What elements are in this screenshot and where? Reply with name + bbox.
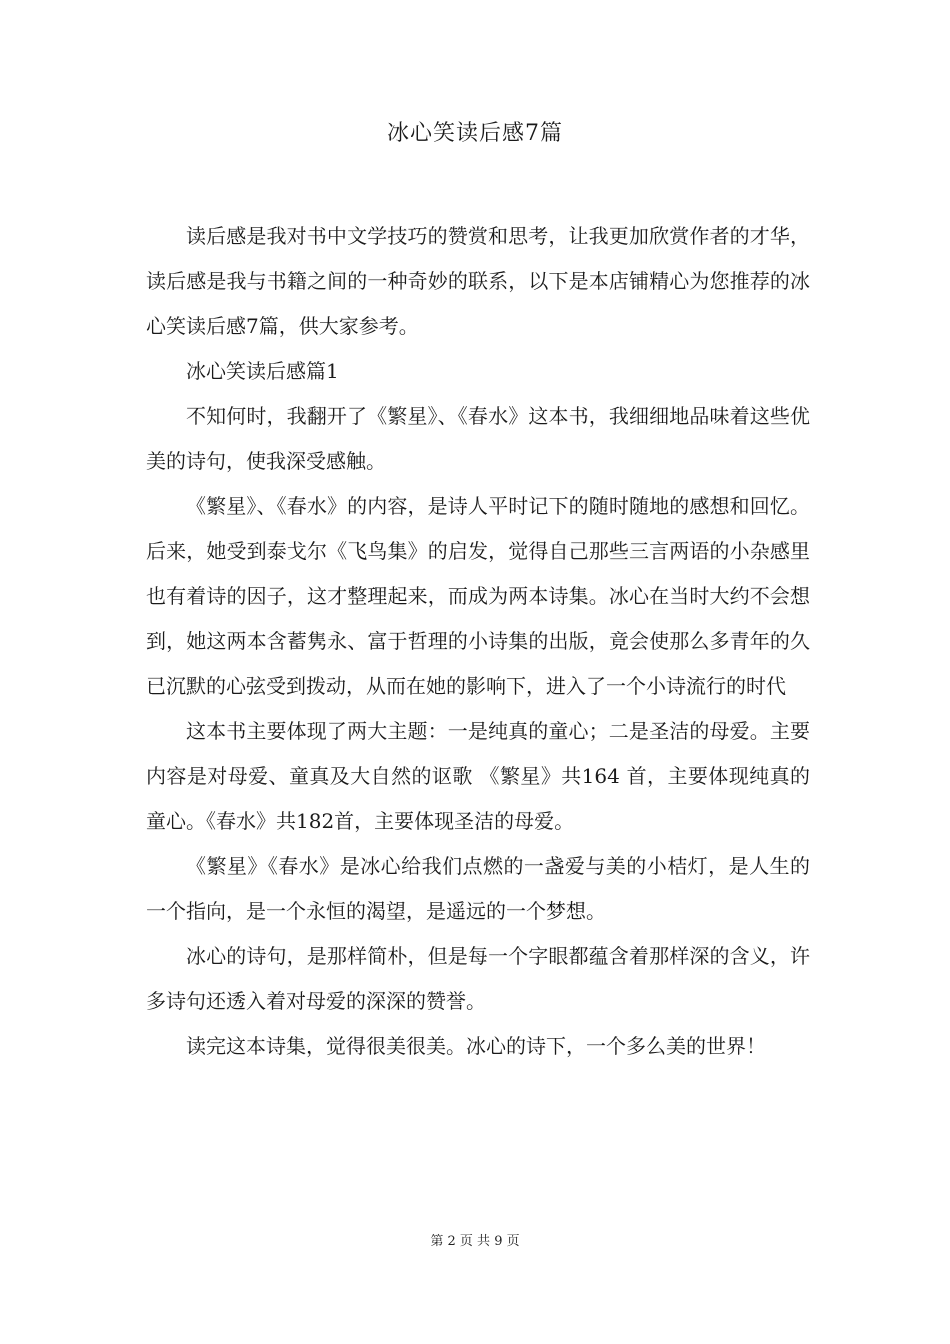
paragraph: 不知何时，我翻开了《繁星》、《春水》这本书，我细细地品味着这些优美的诗句，使我深受感触。 [146,404,810,473]
section-heading: 冰心笑读后感篇1 [186,359,339,383]
paragraph: 《繁星》、《春水》的内容，是诗人平时记下的随时随地的感想和回忆。后来，她受到泰戈尔《飞鸟集》的启发，觉得自己那些三言两语的小杂感里也有着诗的因子，这才整理起来，而成为两本诗集。冰心在当时大约不会想到，她这两本含蓄隽永、富于哲理的小诗集的出版，竟会使那么多青年的久已沉默的心弦受到拨动，从而在她的影响下，进入了一个小诗流行的时代 [146,494,810,698]
paragraph: 《繁星》《春水》是冰心给我们点燃的一盏爱与美的小桔灯，是人生的一个指向，是一个永恒的渴望，是遥远的一个梦想。 [146,854,810,923]
page-number-footer: 第 2 页 共 9 页 [430,1234,520,1249]
paragraph-intro: 读后感是我对书中文学技巧的赞赏和思考，让我更加欣赏作者的才华，读后感是我与书籍之间的一种奇妙的联系，以下是本店铺精心为您推荐的冰心笑读后感7篇，供大家参考。 [146,224,810,338]
document-title: 冰心笑读后感7篇 [387,121,563,146]
paragraph: 这本书主要体现了两大主题：一是纯真的童心；二是圣洁的母爱。主要内容是对母爱、童真及大自然的讴歌 《繁星》共164 首，主要体现纯真的童心。《春水》共182首，主要体现圣洁的母爱。 [146,719,810,833]
document-body [146,214,810,1069]
paragraph: 读完这本诗集，觉得很美很美。冰心的诗下，一个多么美的世界！ [186,1034,766,1058]
paragraph: 冰心的诗句，是那样简朴，但是每一个字眼都蕴含着那样深的含义，许多诗句还透入着对母爱的深深的赞誉。 [146,944,810,1013]
